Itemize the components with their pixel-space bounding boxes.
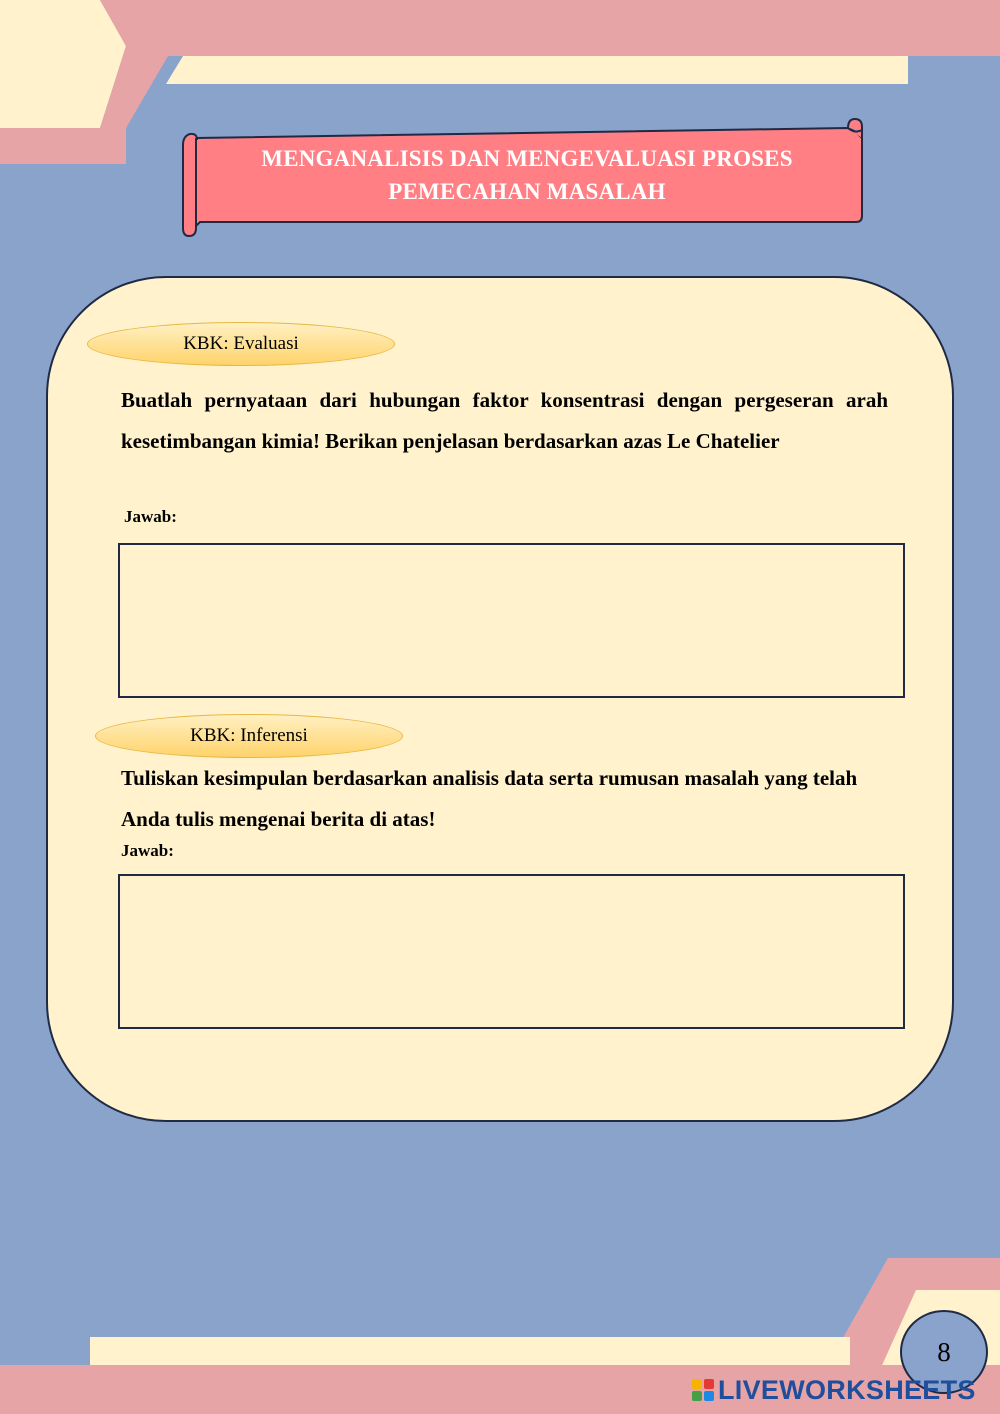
question-1: Buatlah pernyataan dari hubungan faktor konsentrasi dengan pergeseran arah kesetimbangan kimia! Berikan penjelasan berdasarkan azas Le Chatelier [121,388,888,453]
answer-label-2: Jawab: [121,841,174,860]
badge-label: KBK: Inferensi [190,725,308,746]
answer-label-1: Jawab: [124,507,177,526]
title-banner-scroll [0,0,1000,260]
liveworksheets-logo-icon [692,1379,714,1401]
badge-label: KBK: Evaluasi [183,333,299,354]
question-2: Tuliskan kesimpulan berdasarkan analisis data serta rumusan masalah yang telah Anda tulis mengenai berita di atas! [121,766,858,831]
answer-box-2[interactable] [118,874,905,1029]
page-title [200,142,854,208]
liveworksheets-brand[interactable] [692,1373,976,1407]
brand-name: LIVEWORKSHEETS [718,1374,976,1405]
page-title-line2: PEMECAHAN MASALAH [388,179,666,204]
page-number: 8 [900,1310,988,1394]
badge-kbk-evaluasi [87,322,395,366]
page-title-line1: MENGANALISIS DAN MENGEVALUASI PROSES [261,146,793,171]
answer-box-1[interactable] [118,543,905,698]
badge-kbk-inferensi [95,714,403,758]
